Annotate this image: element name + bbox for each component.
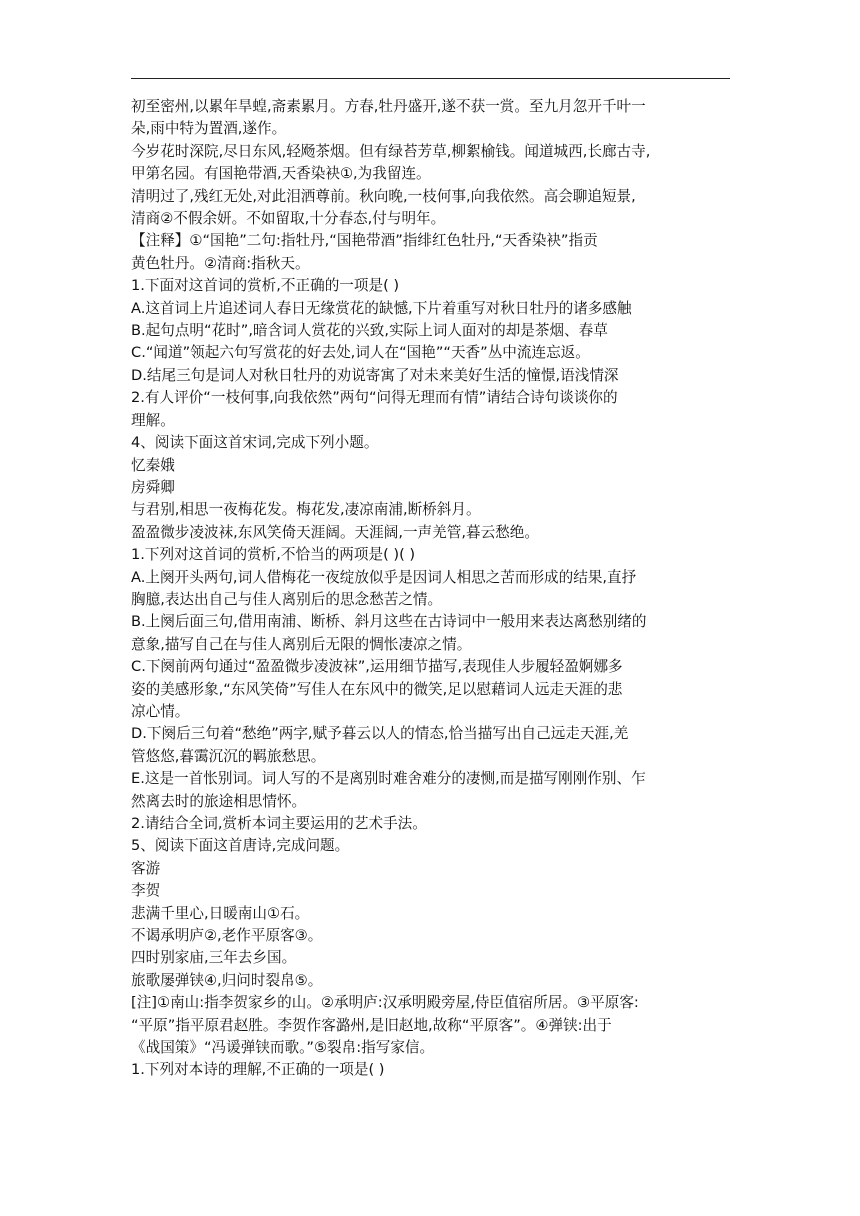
- option-line: A.上阕开头两句,词人借梅花一夜绽放似乎是因词人相思之苦而形成的结果,直抒: [131, 568, 637, 586]
- question-line: 1.下列对这首词的赏析,不恰当的两项是( )( ): [131, 546, 416, 564]
- option-line: 管悠悠,暮霭沉沉的羁旅愁思。: [131, 747, 326, 765]
- option-line: B.起句点明“花时”,暗含词人赏花的兴致,实际上词人面对的却是茶烟、春草: [131, 322, 608, 340]
- text-line: 甲第名园。有国艳带酒,天香染袂①,为我留连。: [131, 165, 431, 183]
- option-line: 胸臆,表达出自己与佳人离别后的思念愁苦之情。: [131, 590, 443, 608]
- option-line: C.“闻道”领起六句写赏花的好去处,词人在“国艳”“天香”丛中流连忘返。: [131, 344, 590, 362]
- option-line: 姿的美感形象,“东风笑倚”写佳人在东风中的微笑,足以慰藉词人远走天涯的悲: [131, 680, 623, 698]
- option-line: B.上阕后面三句,借用南浦、断桥、斜月这些在古诗词中一般用来表达离愁别绪的: [131, 613, 647, 631]
- poem-author: 房舜卿: [131, 478, 175, 496]
- annotation-line: [注]①南山:指李贺家乡的山。②承明庐:汉承明殿旁屋,侍臣值宿所居。③平原客:: [131, 994, 639, 1012]
- poem-line: 四时别家庙,三年去乡国。: [131, 949, 297, 967]
- annotation-line: 《战国策》“冯谖弹铗而歌。”⑤裂帛:指写家信。: [131, 1039, 435, 1057]
- document-body: [131, 96, 731, 1082]
- section-heading: 4、阅读下面这首宋词,完成下列小题。: [131, 434, 379, 452]
- text-line: 清明过了,残红无处,对此泪洒尊前。秋向晚,一枝何事,向我依然。高会聊追短景,: [131, 187, 636, 205]
- poem-line: 不谒承明庐②,老作平原客③。: [131, 927, 323, 945]
- poem-author: 李贺: [131, 882, 161, 900]
- text-line: 清商②不假余妍。不如留取,十分春态,付与明年。: [131, 210, 446, 228]
- poem-line: 盈盈微步凌波袜,东风笑倚天涯阔。天涯阔,一声羌管,暮云愁绝。: [131, 523, 539, 541]
- option-line: D.下阕后三句着“愁绝”两字,赋予暮云以人的情态,恰当描写出自己远走天涯,羌: [131, 725, 629, 743]
- option-line: 然离去时的旅途相思情怀。: [131, 792, 307, 810]
- header-rule: [131, 78, 730, 79]
- option-line: A.这首词上片追述词人春日无缘赏花的缺憾,下片着重写对秋日牡丹的诸多感触: [131, 299, 632, 317]
- text-line: 朵,雨中特为置酒,遂作。: [131, 120, 287, 138]
- poem-title: 忆秦娥: [131, 456, 175, 474]
- question-line: 1.下列对本诗的理解,不正确的一项是( ): [131, 1061, 385, 1079]
- option-line: E.这是一首怅别词。词人写的不是离别时难舍难分的凄恻,而是描写刚刚作别、乍: [131, 770, 646, 788]
- question-line: 2.请结合全词,赏析本词主要运用的艺术手法。: [131, 815, 427, 832]
- annotation-line: 黄色牡丹。②清商:指秋天。: [131, 254, 310, 272]
- text-line: 初至密州,以累年旱蝗,斋素累月。方春,牡丹盛开,遂不获一赏。至九月忽开千叶一: [131, 98, 646, 115]
- poem-title: 客游: [131, 859, 161, 877]
- poem-line: 旅歌屡弹铗④,归问时裂帛⑤。: [131, 971, 323, 989]
- section-heading: 5、阅读下面这首唐诗,完成问题。: [131, 837, 350, 855]
- question-line: 1.下面对这首词的赏析,不正确的一项是( ): [131, 277, 400, 295]
- option-line: 凉心情。: [131, 702, 190, 720]
- annotation-line: 【注释】①“国艳”二句:指牡丹,“国艳带酒”指绯红色牡丹,“天香染袂”指贡: [131, 232, 598, 250]
- poem-line: 与君别,相思一夜梅花发。梅花发,凄凉南浦,断桥斜月。: [131, 501, 481, 519]
- option-line: 意象,描写自己在与佳人离别后无限的惆怅凄凉之情。: [131, 635, 472, 653]
- annotation-line: “平原”指平原君赵胜。李贺作客潞州,是旧赵地,故称“平原客”。④弹铗:出于: [131, 1016, 612, 1034]
- text-line: 今岁花时深院,尽日东风,轻飏茶烟。但有绿苔芳草,柳絮榆钱。闻道城西,长廊古寺,: [131, 142, 651, 160]
- poem-line: 悲满千里心,日暖南山①石。: [131, 904, 310, 922]
- option-line: C.下阕前两句通过“盈盈微步凌波袜”,运用细节描写,表现佳人步履轻盈婀娜多: [131, 658, 623, 676]
- question-line: 理解。: [131, 411, 175, 429]
- option-line: D.结尾三句是词人对秋日牡丹的劝说寄寓了对未来美好生活的憧憬,语浅情深: [131, 366, 619, 384]
- question-line: 2.有人评价“一枝何事,向我依然”两句“问得无理而有情”请结合诗句谈谈你的: [131, 389, 618, 407]
